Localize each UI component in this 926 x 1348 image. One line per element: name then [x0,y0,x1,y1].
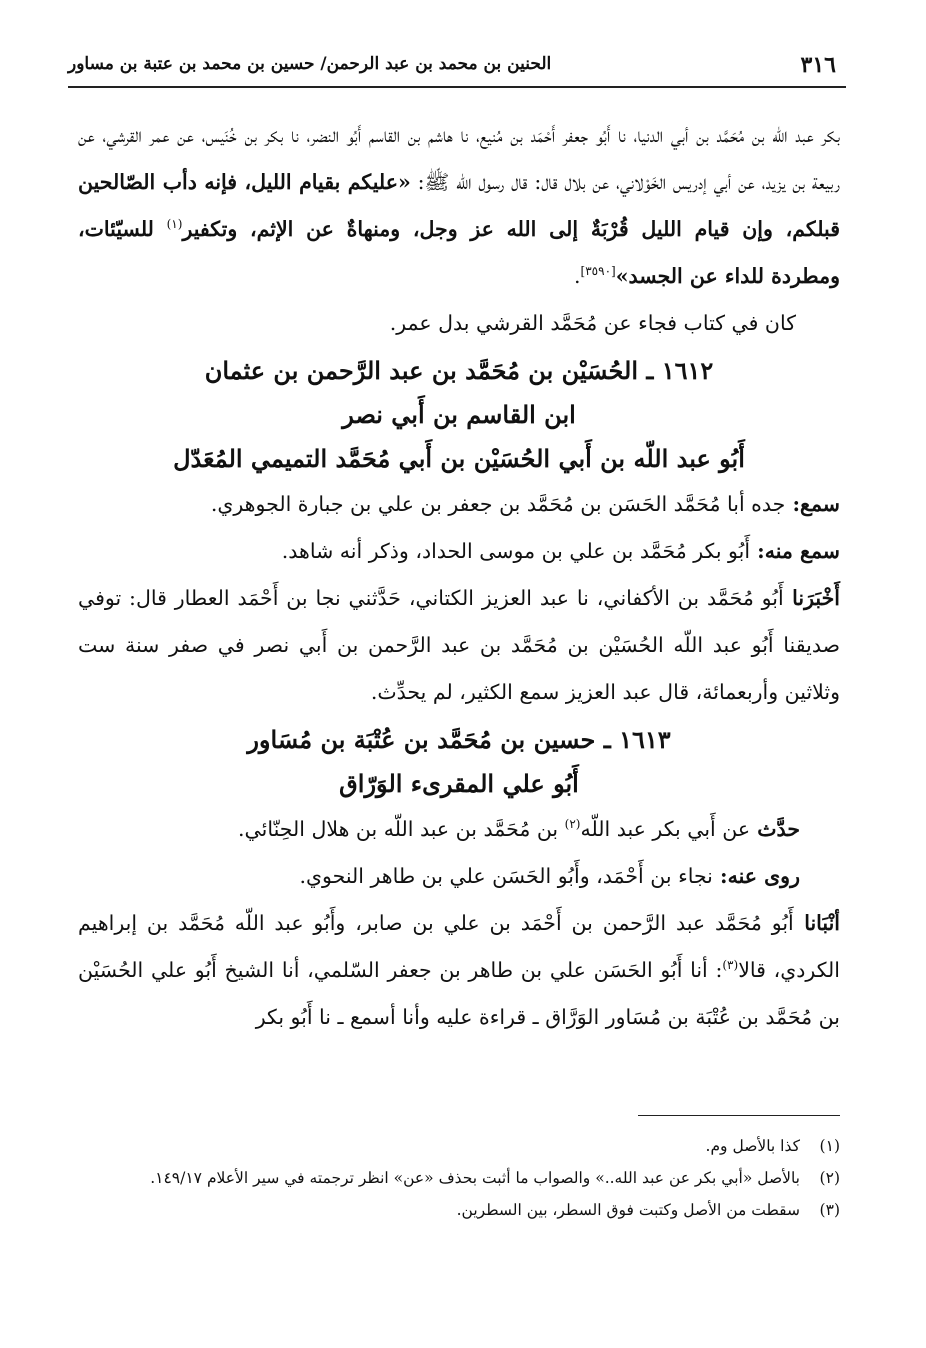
paragraph-text: عن أَبي بكر عبد اللّه [580,817,751,841]
footnote-marker: (٢) [564,817,581,832]
paragraph-text: بن مُحَمَّد بن عبد اللّه بن هلال الحِنّائي. [238,817,565,841]
footnote-marker: (٣) [722,958,739,973]
entry-heading-1612 [78,349,840,481]
entry-heading-line: ١٦١٢ ـ الحُسَيْن بن مُحَمَّد بن عبد الرَّحمن بن عثمان [204,356,714,385]
footnotes [78,1130,840,1226]
page-number: ٣١٦ [800,52,836,78]
hadith-text: «عليكم بقيام الليل، فإنه دأب الصّالحين قبلكم، وإن قيام الليل قُرْبَةٌ إلى الله عز وجل، ومنهاةٌ عن الإثم، وتكفير [78,170,840,241]
paragraph-text: نجاء بن أَحْمَد، وأَبُو الحَسَن علي بن طاهر النحوي. [299,864,713,888]
paragraph-text: جده أبا مُحَمَّد الحَسَن بن مُحَمَّد بن جعفر بن علي بن جبارة الجوهري. [210,492,786,516]
paragraph-text: أَبُو بكر مُحَمَّد بن علي بن موسى الحداد، وذكر أنه شاهد. [281,539,751,563]
label: أَخْبَرَنا [783,586,840,610]
paragraph-text: : أنا أَبُو الحَسَن علي بن طاهر بن جعفر السّلمي، أنا الشيخ أَبُو علي الحُسَيْن بن مُحَمَّد بن عُتْبَة بن مُسَاور الوَرَّاق ـ قراءة عليه وأنا أسمع ـ نا أَبُو بكر [78,958,840,1029]
footnote-number: (٢) [819,1169,840,1187]
footnote [78,1130,840,1162]
period: . [574,264,581,288]
hadith-text-end: للسيّئات، ومطردة للداء عن الجسد» [78,217,840,288]
footnote-divider [638,1115,840,1116]
footnote-marker: (١) [166,217,183,232]
running-title: الحنين بن محمد بن عبد الرحمن/ حسين بن محمد بن عتبة بن مساور [68,54,552,74]
label: أنْبَانا [793,911,840,935]
footnote [78,1194,840,1226]
note-paragraph: كان في كتاب فجاء عن مُحَمَّد القرشي بدل عمر. [389,311,796,335]
footnote-number: (٣) [819,1201,840,1219]
hadith-paragraph [78,112,840,300]
heard-by-paragraph [78,528,840,575]
label: حدَّث [750,817,800,841]
hadith-reference: [٣٥٩٠] [580,264,616,279]
footnote [78,1162,840,1194]
entry-heading-line: أَبُو عبد اللّه بن أَبي الحُسَيْن بن أَبي مُحَمَّد التميمي المُعَدّل [173,444,745,473]
entry-heading-1613 [78,718,840,806]
heard-from-paragraph [78,481,840,528]
report-paragraph [78,575,840,716]
entry-heading-line: ١٦١٣ ـ حسين بن مُحَمَّد بن عُتْبَة بن مُسَاور [247,725,671,754]
entry-heading-line: أَبُو علي المقرىء الوَرّاق [339,769,579,798]
paragraph-text: أَبُو مُحَمَّد بن الأكفاني، نا عبد العزيز الكتاني، حَدَّثني نجا بن أَحْمَد العطار قال: توفي صديقنا أَبُو عبد اللّه الحُسَيْن بن مُحَمَّد بن عبد الرَّحمن بن أَبي نصر في صفر سنة ست وثلاثين وأربعمائة، قال عبد العزيز سمع الكثير، لم يحدِّث. [78,586,840,704]
footnote-text: سقطت من الأصل وكتبت فوق السطر، بين السطرين. [456,1201,800,1219]
label: روى عنه: [712,864,800,888]
main-text [78,112,840,1041]
footnote-text: كذا بالأصل وم. [705,1137,800,1155]
label: سمع منه: [750,539,840,563]
narrated-by-paragraph [78,853,840,900]
label: سمع: [785,492,840,516]
isnad-text: بكر عبد الله بن مُحَمَّد بن أبي الدنيا، نا أَبُو جعفر أَحْمَد بن مُنيع، نا هاشم بن القاسم أَبُو النضر، نا بكر بن خُنَيس، عن عمر القرشي، عن ربيعة بن يزيد، عن أبي إدريس الخَوْلاني، عن بلال قال: قال رسول الله ﷺ: [78,123,840,194]
page-header [68,52,846,88]
footnote-number: (١) [819,1137,840,1155]
footnote-text: بالأصل «أبي بكر عن عبد الله..» والصواب ما أثبت بحذف «عن» انظر ترجمته في سير الأعلام ١٤٩/١٧. [150,1169,800,1187]
paragraph-text: أَبُو مُحَمَّد عبد الرَّحمن بن أَحْمَد بن علي بن صابر، وأَبُو عبد اللّه مُحَمَّد بن إبراهيم الكردي، قالا [78,911,840,982]
entry-heading-line: ابن القاسم بن أَبي نصر [342,400,576,429]
narrated-paragraph [78,806,840,853]
report-paragraph-2 [78,900,840,1041]
